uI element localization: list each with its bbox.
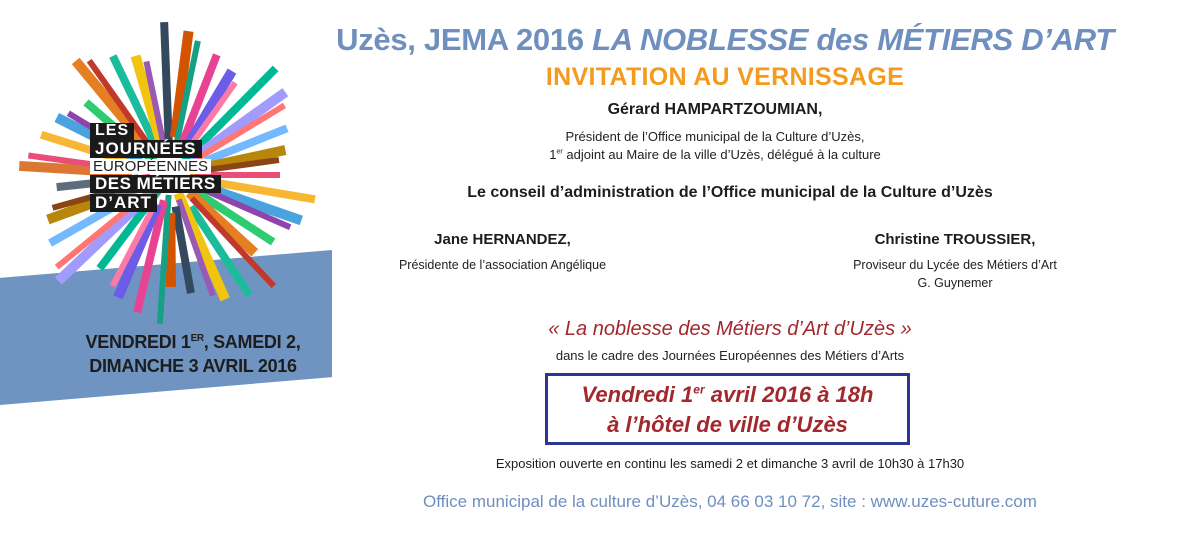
president-name: Gérard HAMPARTZOUMIAN,: [607, 101, 823, 118]
event-date-start: Vendredi 1: [581, 382, 694, 407]
logo-dates-line1-end: , SAMEDI 2,: [203, 332, 301, 352]
logo-title: [90, 123, 250, 213]
president-title-line2: [450, 147, 980, 162]
logo-title-line5: D’ART: [90, 194, 157, 212]
logo-dates-sup: ER: [190, 333, 204, 344]
page-title: [300, 22, 1150, 58]
jema-logo: [0, 0, 340, 540]
logo-dates-line2: DIMANCHE 3 AVRIL 2016: [89, 356, 297, 376]
event-subtitle: dans le cadre des Journées Européennes des Métiers d’Arts: [555, 348, 905, 363]
jane-hernandez-role: Présidente de l’association Angélique: [398, 258, 607, 272]
logo-title-line1: LES: [90, 123, 134, 140]
logo-title-line4: DES MÉTIERS: [90, 175, 221, 193]
burst-stripe: [170, 213, 171, 287]
christine-troussier-role: Proviseur du Lycée des Métiers d’Art: [853, 258, 1057, 272]
invitation-heading: INVITATION AU VERNISSAGE: [545, 63, 905, 91]
logo-dates-line1: VENDREDI 1: [85, 332, 191, 352]
logo-dates: [58, 330, 328, 378]
president-line2-end: adjoint au Maire de la ville d’Uzès, délégué à la culture: [562, 147, 881, 162]
exhibition-hours: Exposition ouverte en continu les samedi 2 et dimanche 3 avril de 10h30 à 17h30: [495, 456, 965, 471]
conseil-line: Le conseil d’administration de l’Office municipal de la Culture d’Uzès: [467, 184, 993, 201]
christine-troussier-name: Christine TROUSSIER,: [874, 231, 1036, 248]
jane-hernandez-name: Jane HERNANDEZ,: [434, 231, 571, 248]
christine-troussier-school: G. Guynemer: [917, 276, 993, 290]
event-title: « La noblesse des Métiers d’Art d’Uzès »: [548, 318, 912, 340]
president-title-line1: Président de l’Office municipal de la Culture d’Uzès,: [565, 129, 865, 144]
event-date-sup: er: [693, 382, 705, 397]
logo-title-line2: JOURNÉES: [90, 140, 202, 158]
president-line2-start: 1: [549, 147, 557, 162]
event-place: à l’hôtel de ville d’Uzès: [607, 412, 848, 437]
event-date-end: avril 2016 à 18h: [704, 382, 874, 407]
event-date: [545, 382, 910, 408]
title-italic: LA NOBLESSE des MÉTIERS D’ART: [592, 22, 1114, 57]
title-plain: Uzès, JEMA 2016: [336, 22, 593, 57]
logo-title-line3: EUROPÉENNES: [90, 159, 211, 175]
contact-footer: Office municipal de la culture d’Uzès, 04 66 03 10 72, site : www.uzes-cuture.com: [423, 492, 1037, 511]
president-line2-sup: er: [556, 147, 563, 156]
